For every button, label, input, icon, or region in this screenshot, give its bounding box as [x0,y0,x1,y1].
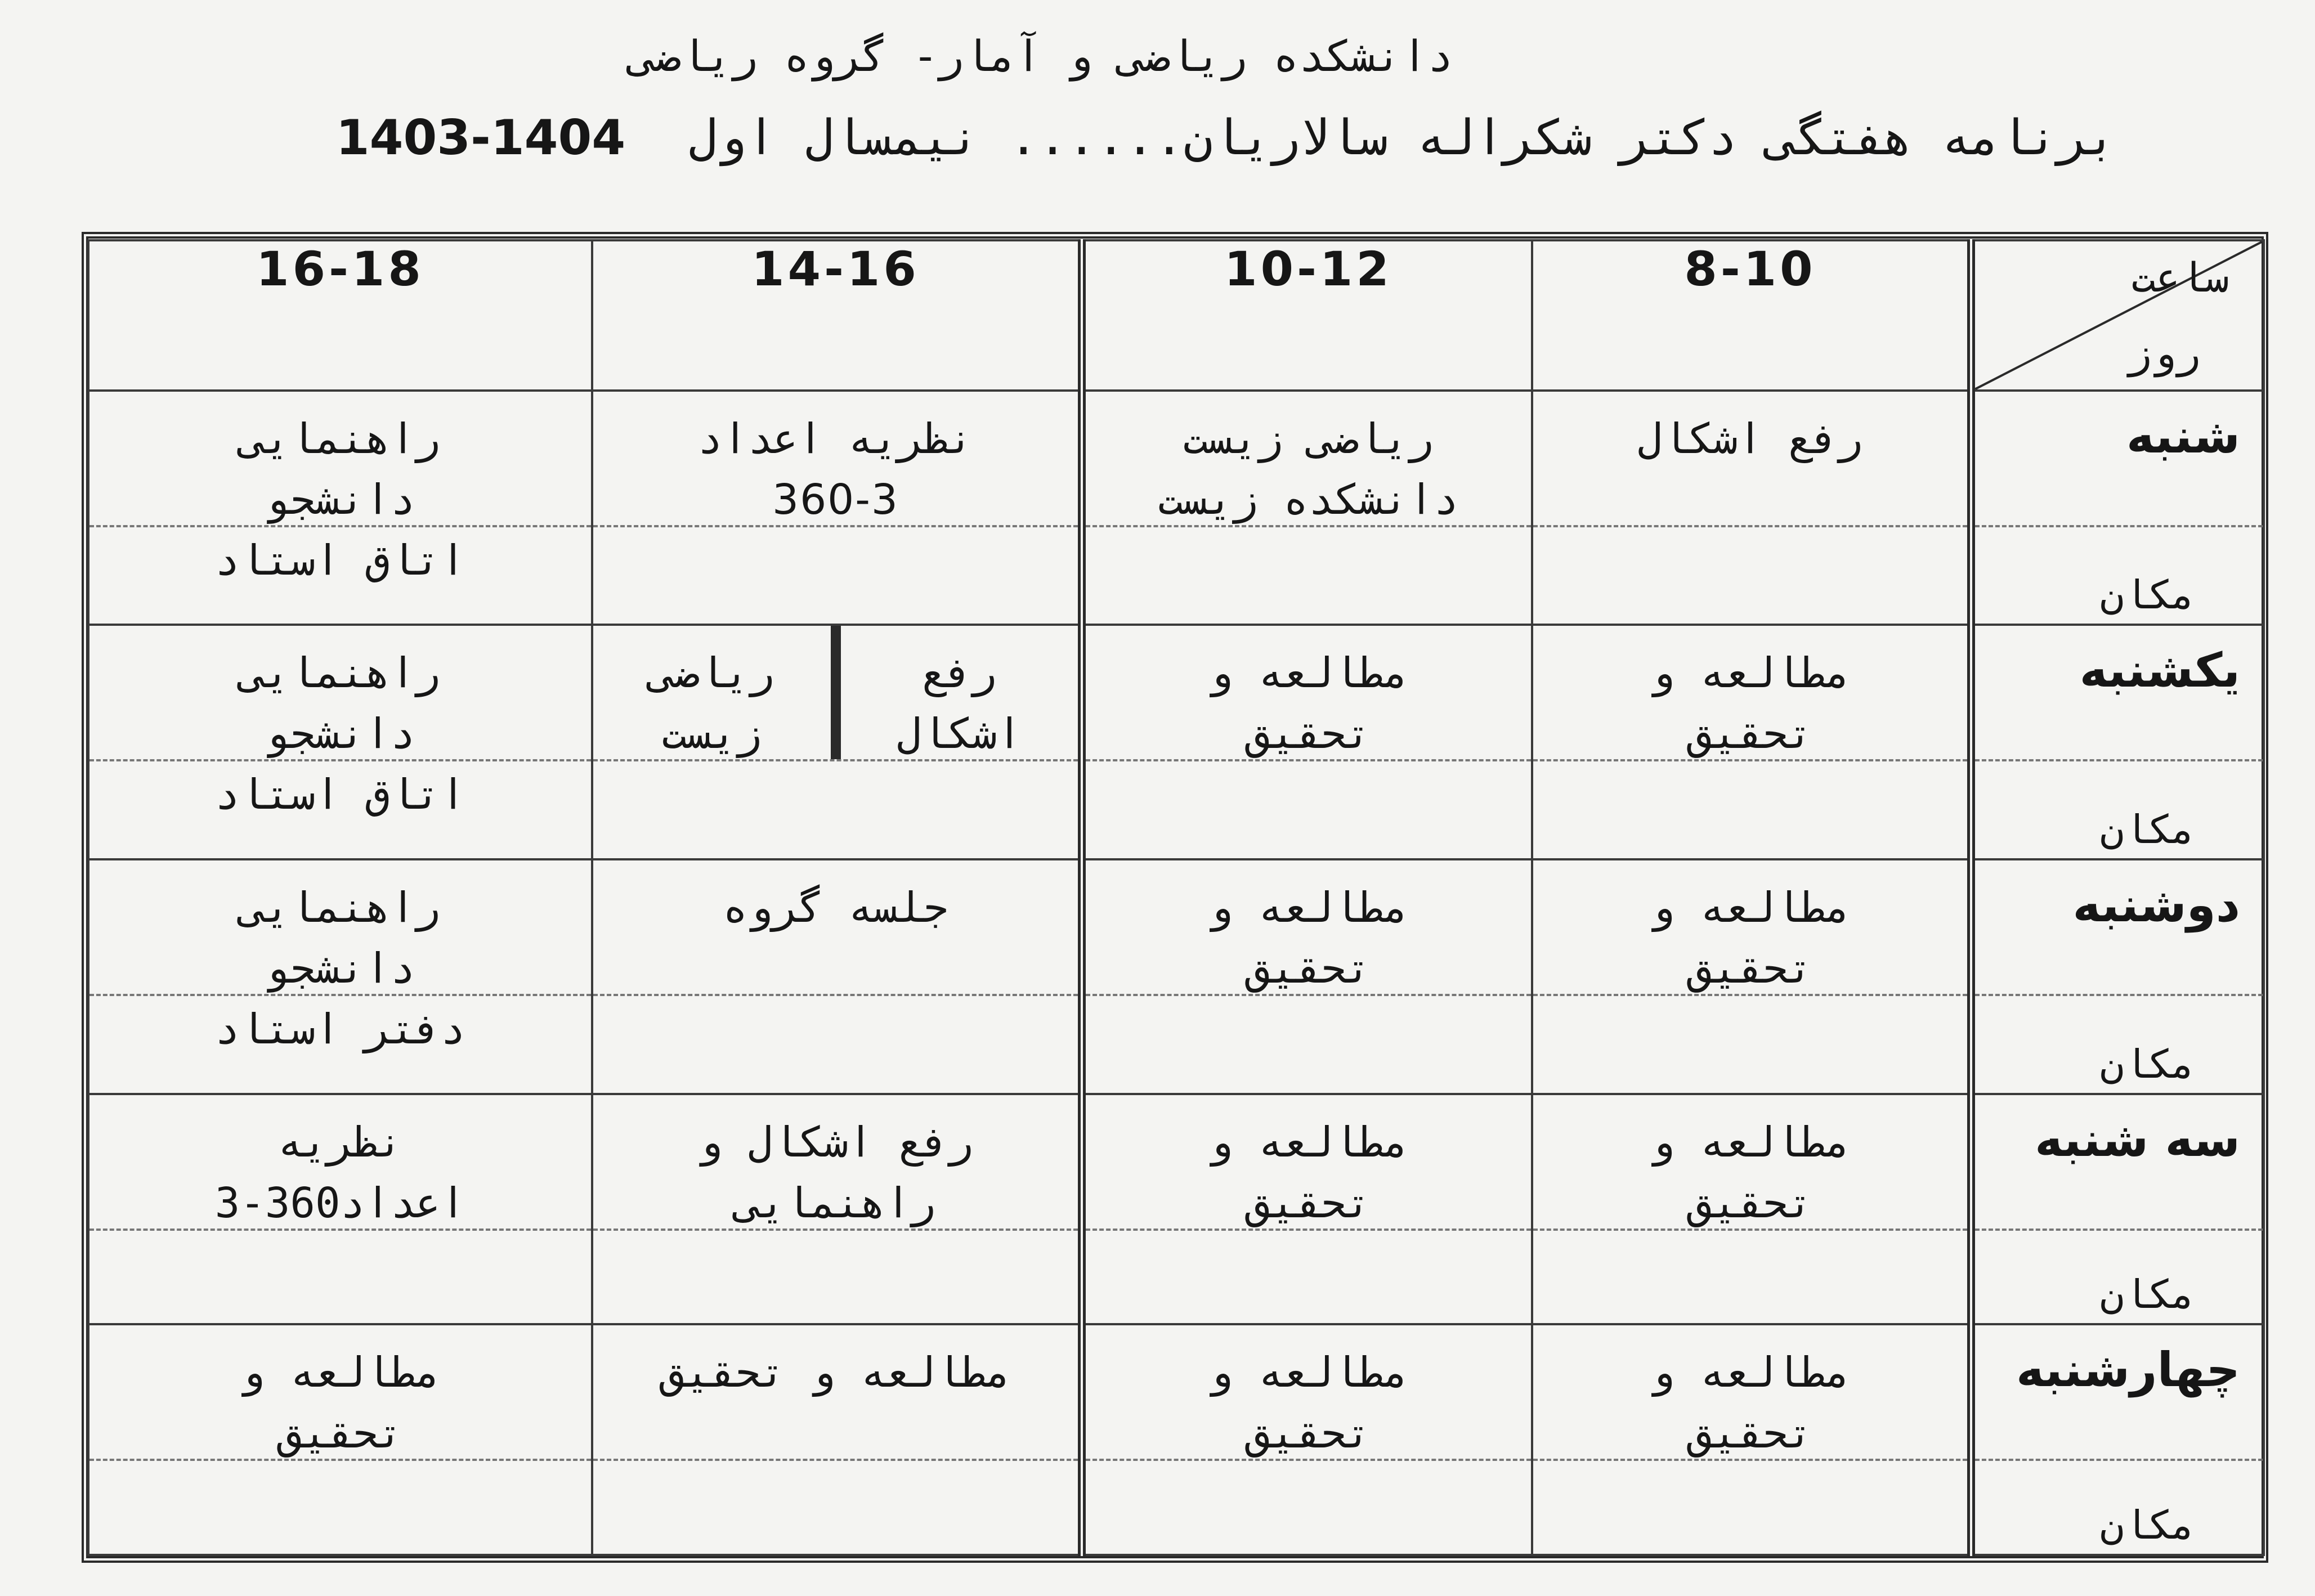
schedule-slot [88,625,592,859]
time-slot-header: 16-18 [88,240,592,391]
place-divider [1086,525,1531,527]
slot-content [593,860,1078,938]
department-title: دانشکده ریاضی و آمار- گروه ریاضی [629,31,1454,81]
place-divider [89,525,591,527]
document-header [0,0,2315,203]
slot-text: ریاضی زیست [1183,414,1434,463]
place-divider [1086,994,1531,996]
day-row [88,1324,2264,1555]
slot-text: دانشجو [265,475,416,524]
slot-content [89,626,591,825]
slot-content [593,1325,1078,1403]
slot-text: دانشجو [265,710,416,759]
schedule-slot [1082,859,1532,1094]
slot-text: 360-3 [772,475,899,524]
slot-content [1533,626,1967,764]
schedule-slot [1082,625,1532,859]
slot-text: تحقیق [1246,944,1371,993]
place-label: مکان [2100,572,2195,618]
place-divider [1975,1229,2263,1231]
slot-content [89,1095,591,1234]
slot-text: مطالعه و [1208,649,1409,698]
day-cell [1971,859,2264,1094]
place-label: مکان [2100,806,2195,853]
day-name: شنبه [2126,408,2240,464]
slot-text: تحقیق [1687,944,1813,993]
schedule-slot [1082,1324,1532,1555]
slot-text: مطالعه و [240,1348,441,1397]
slot-text: رفع اشکال [1637,414,1863,463]
slot-text: تحقیق [1246,710,1371,759]
schedule-slot [88,391,592,625]
place-divider [89,1459,591,1461]
slot-text: تحقیق [277,1409,403,1458]
slot-text: راهنمایی [735,1178,936,1227]
slot-text: تحقیق [1246,1178,1371,1227]
corner-hour-label: ساعت [2131,254,2229,301]
day-name: سه شنبه [2035,1111,2240,1167]
place-divider [593,759,1078,761]
schedule-slot [1532,391,1971,625]
place-divider [89,994,591,996]
corner-day-label: روز [2127,329,2201,377]
split-half [841,626,1078,759]
day-row [88,859,2264,1094]
program-title: برنامه هفتگی دکتر شکراله سالاریان...... نیمسال اول [688,110,2116,166]
slot-text: راهنمایی [240,649,441,698]
time-slot-header: 14-16 [592,240,1082,391]
slot-text: جلسه گروه [723,883,948,932]
place-divider [89,1229,591,1231]
slot-text: مطالعه و [1650,1348,1851,1397]
schedule-slot [1532,625,1971,859]
slot-content [89,860,591,1060]
slot-text: تحقیق [1687,1409,1813,1458]
day-name: چهارشنبه [2016,1342,2240,1398]
day-cell [1971,1324,2264,1555]
slot-text: تحقیق [1687,1178,1813,1227]
day-cell [1971,625,2264,859]
time-slot-header: 8-10 [1532,240,1971,391]
slot-text: نظریه [277,1118,403,1167]
slot-text: زیست [661,710,762,759]
place-divider [1533,759,1967,761]
place-label: مکان [2100,1271,2195,1318]
corner-header-cell [1971,240,2264,391]
program-title-line [17,110,2116,166]
slot-text: مطالعه و [1650,1118,1851,1167]
schedule-slot [592,1094,1082,1325]
slot-text: دفتر استاد [214,1005,466,1053]
schedule-slot [1532,859,1971,1094]
day-row [88,625,2264,859]
place-divider [89,759,591,761]
place-divider [1533,994,1967,996]
slot-text: دانشجو [265,944,416,993]
schedule-slot [592,1324,1082,1555]
slot-content [1533,1325,1967,1464]
place-label: مکان [2100,1502,2195,1548]
schedule-slot [1532,1094,1971,1325]
slot-text: مطالعه و تحقیق [660,1348,1011,1397]
slot-text: دانشکده زیست [1158,475,1459,524]
split-slot [593,626,1078,759]
slot-content [1086,392,1531,530]
place-divider [1975,1459,2263,1461]
slot-content [593,1095,1078,1234]
schedule-slot [592,391,1082,625]
schedule-slot [1082,1094,1532,1325]
place-divider [1086,1459,1531,1461]
place-divider [593,1459,1078,1461]
day-cell [1971,391,2264,625]
slot-content [1086,1095,1531,1234]
slot-text: راهنمایی [240,414,441,463]
slot-text: مطالعه و [1650,649,1851,698]
slot-text: اتاق استاد [214,536,466,585]
place-divider [1975,759,2263,761]
slot-text: اتاق استاد [214,770,466,819]
split-divider [831,626,841,759]
slot-content [1533,1095,1967,1234]
schedule-slot [1532,1324,1971,1555]
place-divider [1975,525,2263,527]
place-divider [593,1229,1078,1231]
split-half [593,626,831,759]
slot-text: تحقیق [1687,710,1813,759]
schedule-slot [88,1094,592,1325]
schedule-slot [88,1324,592,1555]
place-divider [1086,759,1531,761]
slot-content [89,392,591,591]
day-name: دوشنبه [2072,877,2240,933]
place-divider [1086,1229,1531,1231]
schedule-slot [592,625,1082,859]
academic-year: 1403-1404 [335,110,626,166]
slot-text: نظریه اعداد [697,414,974,463]
place-divider [1533,1229,1967,1231]
schedule-slot [88,859,592,1094]
time-slot-header: 10-12 [1082,240,1532,391]
place-divider [1533,525,1967,527]
slot-text: اشکال [896,710,1022,759]
place-divider [1533,1459,1967,1461]
slot-text: رفع اشکال و [697,1118,974,1167]
slot-text: مطالعه و [1208,1118,1409,1167]
day-row [88,1094,2264,1325]
slot-text: ریاضی [649,649,775,698]
slot-text: مطالعه و [1208,1348,1409,1397]
slot-content [1086,860,1531,999]
weekly-schedule-table [87,239,2265,1556]
day-name: یکشنبه [2079,643,2240,698]
place-divider [593,994,1078,996]
slot-text: مطالعه و [1650,883,1851,932]
slot-content [1533,392,1967,469]
slot-content [1533,860,1967,999]
slot-text: اعداد360-3 [214,1178,466,1227]
slot-content [89,1325,591,1464]
day-cell [1971,1094,2264,1325]
schedule-slot [592,859,1082,1094]
place-divider [1975,994,2263,996]
place-divider [593,525,1078,527]
day-row [88,391,2264,625]
slot-text: راهنمایی [240,883,441,932]
slot-text: مطالعه و [1208,883,1409,932]
place-label: مکان [2100,1041,2195,1087]
slot-text: تحقیق [1246,1409,1371,1458]
slot-text: رفع [921,649,997,698]
slot-content [1086,1325,1531,1464]
schedule-slot [1082,391,1532,625]
slot-content [593,392,1078,530]
time-header-row [88,240,2264,391]
slot-content [1086,626,1531,764]
